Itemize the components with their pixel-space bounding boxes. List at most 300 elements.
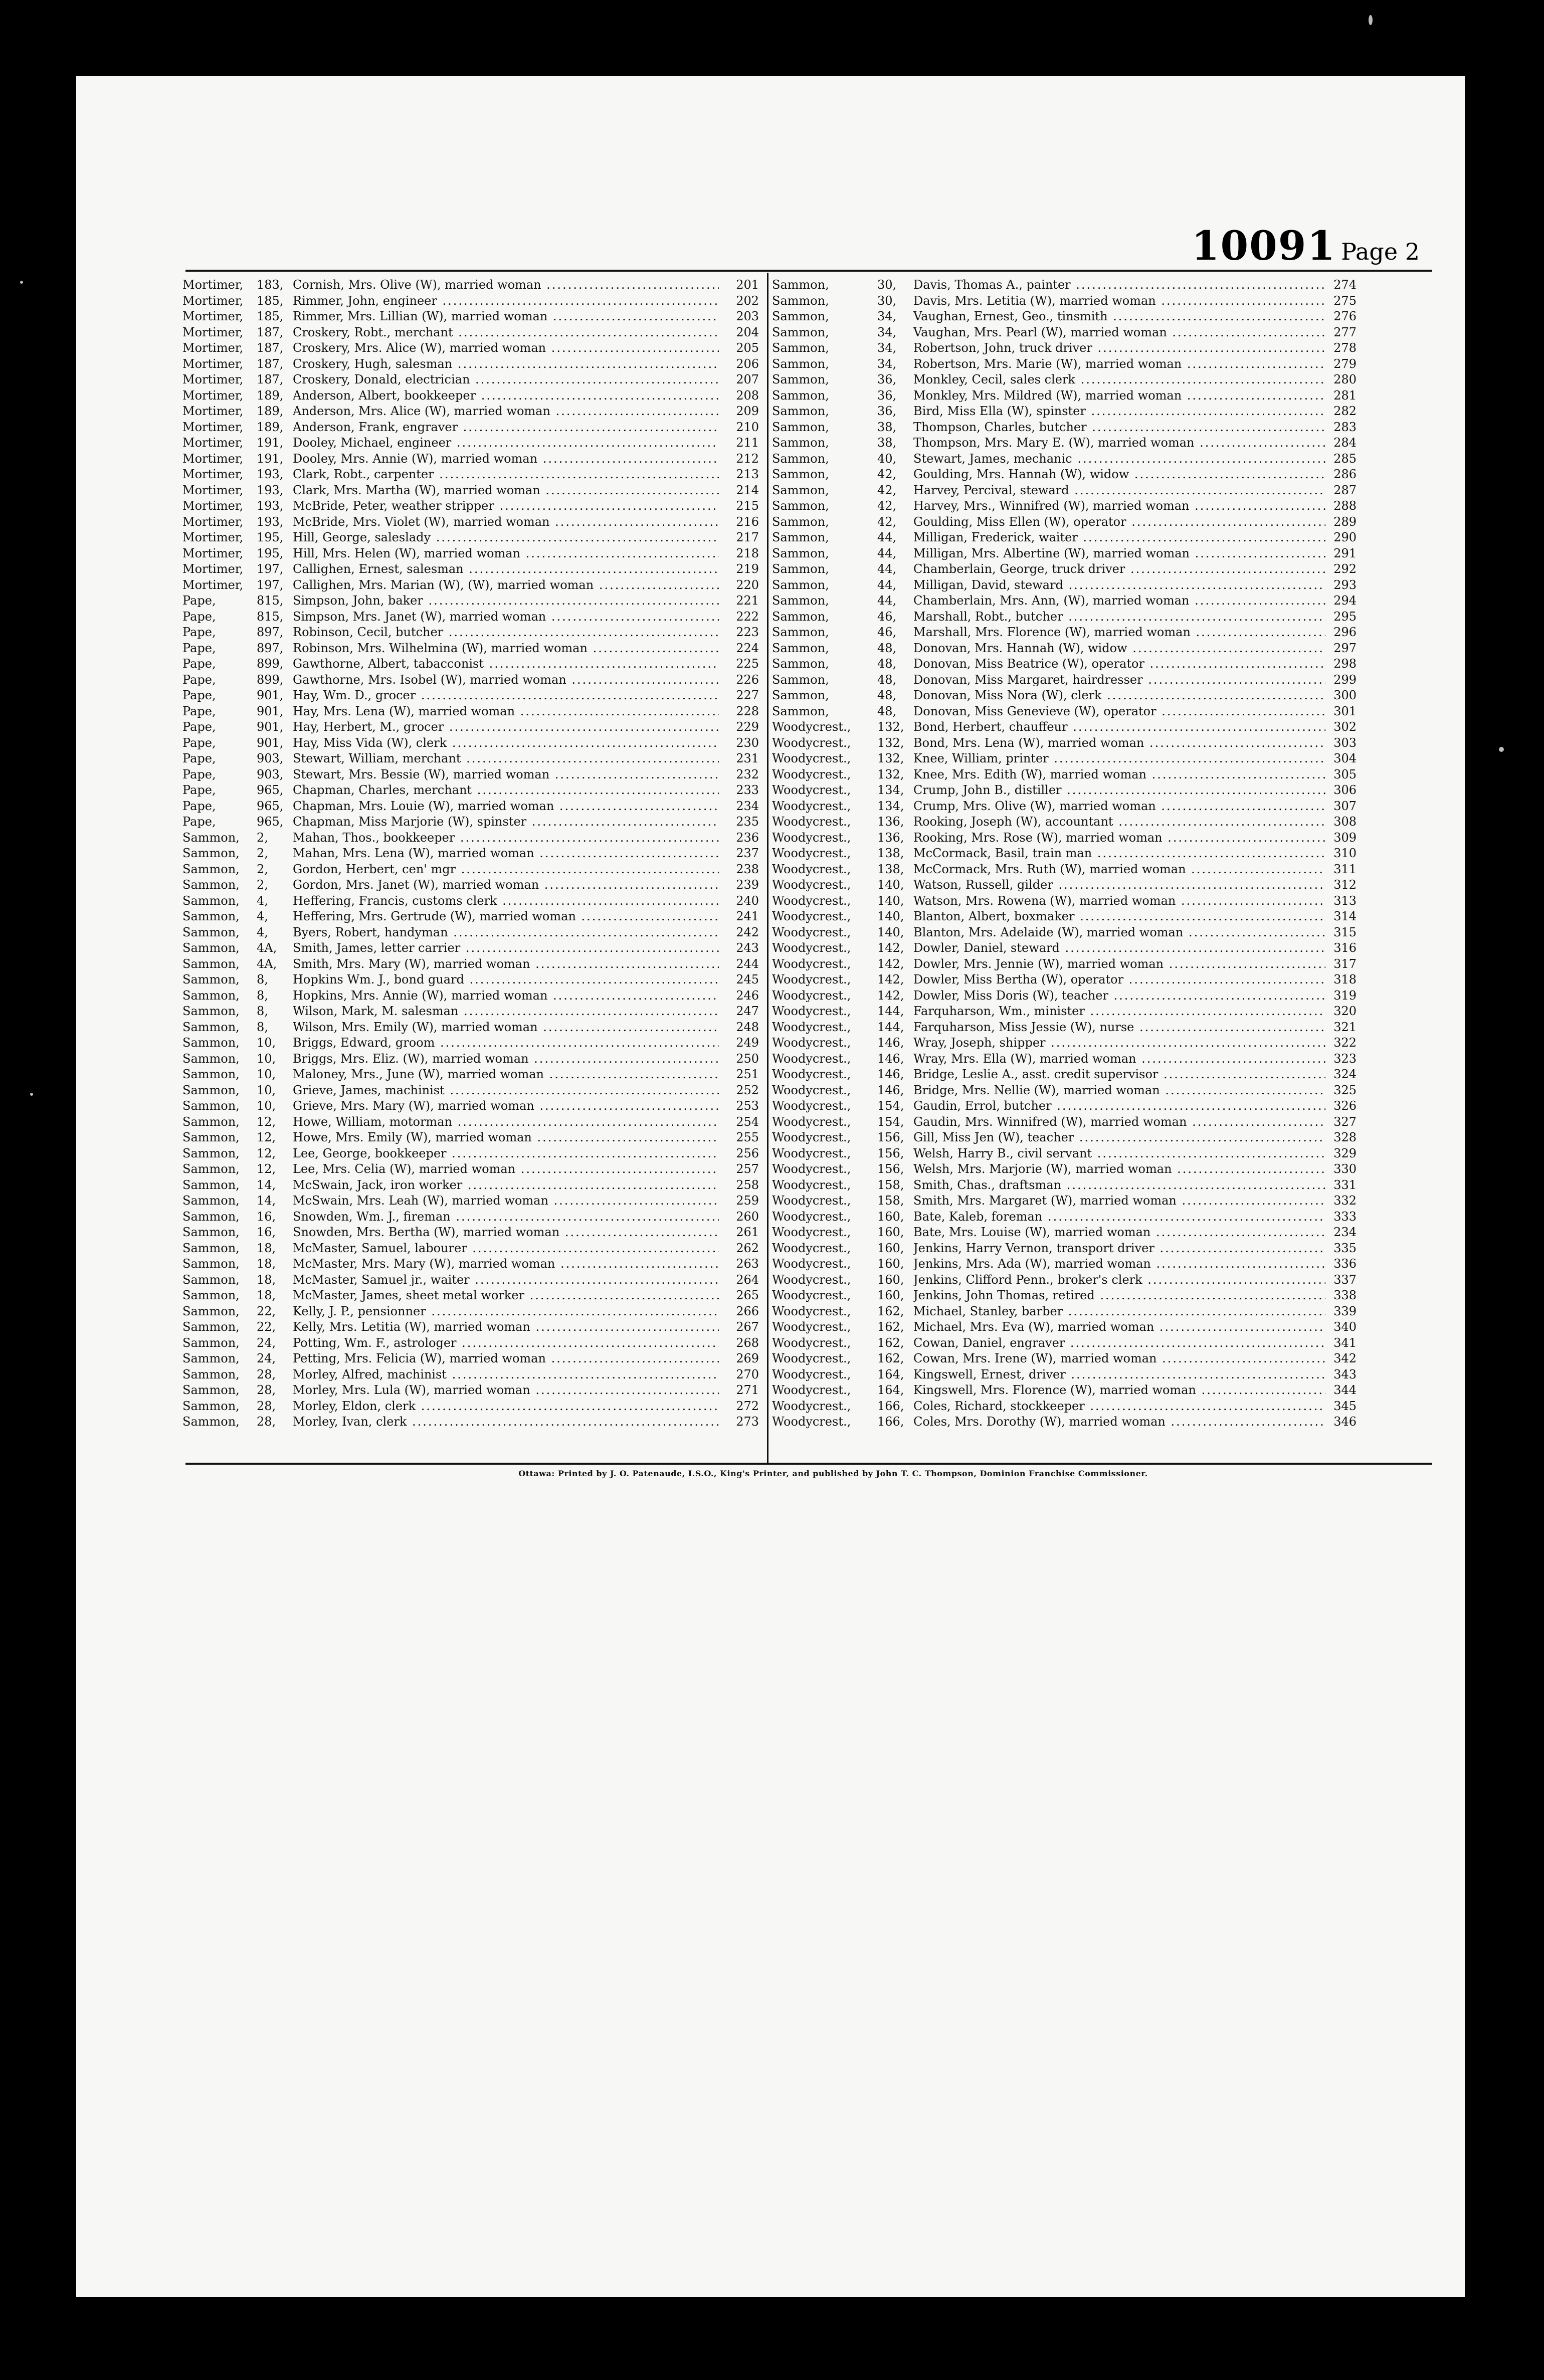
voter-number: 247	[736, 1004, 759, 1018]
house-number: 901,	[257, 704, 284, 718]
voter-entry	[772, 323, 1357, 339]
house-number: 897,	[257, 641, 284, 655]
house-number: 164,	[877, 1367, 904, 1381]
voter-number: 265	[736, 1288, 759, 1302]
house-number: 189,	[257, 404, 284, 418]
street-name: Mortimer,	[182, 483, 244, 497]
voter-name-occupation: McSwain, Jack, iron worker .....	[293, 1178, 719, 1192]
voter-entry	[772, 544, 1357, 560]
street-name: Sammon,	[182, 1099, 240, 1113]
voter-number: 241	[736, 909, 759, 923]
voter-number: 306	[1333, 783, 1357, 797]
voter-entry	[772, 1128, 1357, 1144]
house-number: 28,	[257, 1367, 276, 1381]
street-name: Sammon,	[182, 1083, 240, 1097]
voter-name-occupation: Milligan, Mrs. Albertine (W), married woman .....	[913, 547, 1325, 560]
house-number: 4,	[257, 925, 268, 939]
street-name: Sammon,	[182, 941, 240, 955]
voter-entry	[182, 1208, 759, 1224]
voter-name-occupation: Knee, William, printer .....	[913, 752, 1325, 765]
voter-entry	[182, 829, 759, 845]
voter-number: 205	[736, 341, 759, 355]
voter-name-occupation: Kelly, J. P., pensionner .....	[293, 1305, 719, 1318]
street-name: Sammon,	[772, 625, 829, 639]
voter-name-occupation: Dooley, Mrs. Annie (W), married woman .....	[293, 452, 719, 465]
voter-number: 224	[736, 641, 759, 655]
house-number: 160,	[877, 1241, 904, 1255]
voter-name-occupation: Chamberlain, Mrs. Ann, (W), married woman .....	[913, 594, 1325, 607]
voter-entry	[772, 892, 1357, 908]
voter-number: 337	[1333, 1272, 1357, 1286]
street-name: Sammon,	[772, 420, 829, 434]
house-number: 4,	[257, 893, 268, 907]
voter-number: 326	[1333, 1099, 1357, 1113]
house-number: 38,	[877, 436, 897, 450]
voter-name-occupation: Potting, Wm. F., astrologer .....	[293, 1336, 719, 1349]
house-number: 136,	[877, 815, 904, 829]
voter-number: 240	[736, 893, 759, 907]
street-name: Sammon,	[772, 562, 829, 576]
voter-entry	[182, 307, 759, 323]
voter-number: 237	[736, 846, 759, 860]
house-number: 134,	[877, 799, 904, 813]
voter-entry	[772, 1113, 1357, 1129]
voter-name-occupation: Hill, George, saleslady .....	[293, 531, 719, 544]
voter-number: 230	[736, 735, 759, 749]
voter-name-occupation: Cowan, Daniel, engraver .....	[913, 1336, 1325, 1349]
street-name: Sammon,	[772, 356, 829, 370]
voter-name-occupation: Chapman, Mrs. Louie (W), married woman .....	[293, 800, 719, 813]
voter-name-occupation: Snowden, Mrs. Bertha (W), married woman .....	[293, 1226, 719, 1239]
voter-entry	[182, 276, 759, 292]
voter-entry	[182, 1223, 759, 1239]
voter-number: 203	[736, 309, 759, 323]
voter-name-occupation: Clark, Robt., carpenter .....	[293, 468, 719, 481]
street-name: Woodycrest.,	[772, 862, 851, 876]
voter-number: 245	[736, 972, 759, 986]
voter-name-occupation: Gaudin, Mrs. Winnifred (W), married woman .....	[913, 1115, 1325, 1128]
street-name: Woodycrest.,	[772, 1415, 851, 1429]
voter-number: 201	[736, 278, 759, 292]
voter-number: 227	[736, 688, 759, 702]
street-name: Sammon,	[772, 436, 829, 450]
voter-number: 308	[1333, 815, 1357, 829]
street-name: Pape,	[182, 672, 216, 686]
house-number: 48,	[877, 657, 897, 671]
voter-entry	[182, 1413, 759, 1429]
voter-number: 322	[1333, 1036, 1357, 1050]
voter-name-occupation: Cornish, Mrs. Olive (W), married woman .....	[293, 278, 719, 291]
voter-entry	[772, 655, 1357, 671]
house-number: 140,	[877, 893, 904, 907]
house-number: 2,	[257, 862, 268, 876]
voter-name-occupation: McMaster, Samuel, labourer .....	[293, 1242, 719, 1255]
voter-number: 282	[1333, 404, 1357, 418]
house-number: 193,	[257, 483, 284, 497]
voter-entry	[182, 497, 759, 513]
house-number: 901,	[257, 688, 284, 702]
street-name: Woodycrest.,	[772, 893, 851, 907]
street-name: Sammon,	[182, 1146, 240, 1160]
house-number: 185,	[257, 309, 284, 323]
voter-name-occupation: McCormack, Basil, train man .....	[913, 847, 1325, 860]
voter-number: 276	[1333, 309, 1357, 323]
voter-number: 323	[1333, 1051, 1357, 1065]
house-number: 44,	[877, 562, 897, 576]
house-number: 44,	[877, 546, 897, 560]
voter-entry	[182, 1286, 759, 1302]
street-name: Sammon,	[772, 388, 829, 402]
voter-number: 312	[1333, 878, 1357, 892]
house-number: 162,	[877, 1335, 904, 1349]
voter-entry	[772, 734, 1357, 750]
house-number: 30,	[877, 278, 897, 292]
voter-entry	[182, 323, 759, 339]
voter-number: 330	[1333, 1162, 1357, 1176]
voter-name-occupation: Morley, Eldon, clerk .....	[293, 1400, 719, 1413]
voter-entry	[772, 370, 1357, 386]
house-number: 146,	[877, 1036, 904, 1050]
voter-name-occupation: Morley, Mrs. Lula (W), married woman .....	[293, 1383, 719, 1397]
voter-number: 271	[736, 1383, 759, 1397]
house-number: 815,	[257, 593, 284, 608]
voter-number: 231	[736, 751, 759, 765]
street-name: Mortimer,	[182, 577, 244, 591]
street-name: Sammon,	[182, 1020, 240, 1034]
street-name: Sammon,	[772, 704, 829, 718]
voter-number: 269	[736, 1351, 759, 1365]
street-name: Woodycrest.,	[772, 1320, 851, 1334]
voter-number: 242	[736, 925, 759, 939]
street-name: Sammon,	[772, 688, 829, 702]
street-name: Mortimer,	[182, 372, 244, 386]
voter-name-occupation: Welsh, Harry B., civil servant .....	[913, 1147, 1325, 1160]
voter-name-occupation: Coles, Mrs. Dorothy (W), married woman .....	[913, 1415, 1325, 1428]
voter-entry	[772, 829, 1357, 845]
voter-name-occupation: Robinson, Mrs. Wilhelmina (W), married woman .....	[293, 642, 719, 655]
voter-name-occupation: Hill, Mrs. Helen (W), married woman .....	[293, 547, 719, 560]
voter-name-occupation: Wilson, Mark, M. salesman .....	[293, 1005, 719, 1018]
street-name: Woodycrest.,	[772, 1004, 851, 1018]
voter-name-occupation: Mahan, Thos., bookkeeper .....	[293, 831, 719, 844]
voter-entry	[182, 339, 759, 355]
voter-number: 228	[736, 704, 759, 718]
voter-entry	[772, 1160, 1357, 1176]
street-name: Woodycrest.,	[772, 1036, 851, 1050]
voter-number: 217	[736, 530, 759, 544]
voter-number: 319	[1333, 988, 1357, 1002]
street-name: Sammon,	[182, 878, 240, 892]
voter-entry	[772, 813, 1357, 829]
voter-name-occupation: Chamberlain, George, truck driver .....	[913, 562, 1325, 575]
voter-entry	[182, 1034, 759, 1050]
voter-number: 225	[736, 657, 759, 671]
voter-name-occupation: Grieve, James, machinist .....	[293, 1084, 719, 1097]
voter-entry	[182, 576, 759, 592]
voter-entry	[182, 1113, 759, 1129]
voter-name-occupation: Callighen, Mrs. Marian (W), (W), married woman .....	[293, 578, 719, 591]
voter-number: 256	[736, 1146, 759, 1160]
voter-name-occupation: Michael, Mrs. Eva (W), married woman .....	[913, 1320, 1325, 1333]
voter-entry	[182, 844, 759, 860]
voter-entry	[772, 1413, 1357, 1429]
voter-entry	[772, 1065, 1357, 1081]
left-column	[182, 276, 759, 1429]
street-name: Woodycrest.,	[772, 767, 851, 781]
voter-name-occupation: Coles, Richard, stockkeeper .....	[913, 1400, 1325, 1413]
house-number: 34,	[877, 325, 897, 339]
voter-entry	[772, 1050, 1357, 1066]
voter-entry	[182, 292, 759, 308]
voter-entry	[182, 1065, 759, 1081]
house-number: 162,	[877, 1320, 904, 1334]
house-number: 4A,	[257, 956, 277, 970]
house-number: 44,	[877, 593, 897, 608]
voter-entry	[182, 544, 759, 560]
voter-number: 260	[736, 1209, 759, 1223]
voter-number: 207	[736, 372, 759, 386]
house-number: 187,	[257, 356, 284, 370]
voter-name-occupation: Bridge, Leslie A., asst. credit supervisor .....	[913, 1068, 1325, 1081]
street-name: Woodycrest.,	[772, 720, 851, 734]
house-number: 189,	[257, 388, 284, 402]
voter-name-occupation: McMaster, Mrs. Mary (W), married woman .....	[293, 1257, 719, 1270]
voter-name-occupation: Snowden, Wm. J., fireman .....	[293, 1210, 719, 1223]
voter-entry	[772, 1097, 1357, 1113]
voter-number: 204	[736, 325, 759, 339]
voter-number: 233	[736, 783, 759, 797]
street-name: Woodycrest.,	[772, 1114, 851, 1128]
voter-entry	[182, 876, 759, 892]
house-number: 140,	[877, 878, 904, 892]
voter-number: 297	[1333, 641, 1357, 655]
street-name: Woodycrest.,	[772, 1146, 851, 1160]
house-number: 160,	[877, 1225, 904, 1239]
voter-number: 310	[1333, 846, 1357, 860]
house-number: 4A,	[257, 941, 277, 955]
street-name: Woodycrest.,	[772, 1209, 851, 1223]
house-number: 191,	[257, 436, 284, 450]
voter-entry	[772, 781, 1357, 797]
voter-number: 277	[1333, 325, 1357, 339]
voter-entry	[772, 450, 1357, 466]
voter-entry	[182, 434, 759, 450]
voter-name-occupation: Stewart, Mrs. Bessie (W), married woman .....	[293, 768, 719, 781]
street-name: Pape,	[182, 657, 216, 671]
voter-entry	[772, 1176, 1357, 1192]
street-name: Woodycrest.,	[772, 1020, 851, 1034]
house-number: 162,	[877, 1304, 904, 1318]
voter-name-occupation: Smith, Chas., draftsman .....	[913, 1178, 1325, 1192]
voter-name-occupation: Gawthorne, Mrs. Isobel (W), married woman .....	[293, 673, 719, 686]
voter-entry	[772, 576, 1357, 592]
voter-number: 320	[1333, 1004, 1357, 1018]
voter-name-occupation: Bate, Mrs. Louise (W), married woman .....	[913, 1226, 1325, 1239]
voter-name-occupation: Watson, Mrs. Rowena (W), married woman .....	[913, 894, 1325, 907]
house-number: 16,	[257, 1209, 276, 1223]
house-number: 28,	[257, 1383, 276, 1397]
voter-name-occupation: Briggs, Edward, groom .....	[293, 1036, 719, 1049]
voter-number: 262	[736, 1241, 759, 1255]
voter-number: 219	[736, 562, 759, 576]
house-number: 164,	[877, 1383, 904, 1397]
house-number: 903,	[257, 767, 284, 781]
street-name: Sammon,	[182, 988, 240, 1002]
voter-entry	[772, 355, 1357, 371]
street-name: Mortimer,	[182, 293, 244, 307]
house-number: 42,	[877, 499, 897, 513]
house-number: 2,	[257, 878, 268, 892]
voter-name-occupation: Clark, Mrs. Martha (W), married woman .....	[293, 484, 719, 497]
voter-number: 287	[1333, 483, 1357, 497]
house-number: 140,	[877, 925, 904, 939]
voter-entry	[772, 970, 1357, 986]
street-name: Sammon,	[772, 657, 829, 671]
voter-entry	[772, 1002, 1357, 1018]
voter-name-occupation: Michael, Stanley, barber .....	[913, 1305, 1325, 1318]
house-number: 132,	[877, 720, 904, 734]
voter-entry	[772, 718, 1357, 734]
house-number: 10,	[257, 1099, 276, 1113]
voter-name-occupation: Smith, Mrs. Margaret (W), married woman .....	[913, 1194, 1325, 1207]
voter-number: 216	[736, 514, 759, 528]
street-name: Sammon,	[182, 1114, 240, 1128]
voter-entry	[182, 1018, 759, 1034]
voter-number: 286	[1333, 467, 1357, 481]
voter-entry	[182, 907, 759, 923]
voter-name-occupation: Blanton, Albert, boxmaker .....	[913, 910, 1325, 923]
house-number: 187,	[257, 325, 284, 339]
voter-entry	[772, 749, 1357, 765]
voter-number: 303	[1333, 735, 1357, 749]
house-number: 12,	[257, 1130, 276, 1144]
house-number: 16,	[257, 1225, 276, 1239]
voter-name-occupation: Hay, Mrs. Lena (W), married woman .....	[293, 705, 719, 718]
voter-entry	[182, 1081, 759, 1097]
voter-number: 267	[736, 1320, 759, 1334]
voter-entry	[182, 450, 759, 466]
street-name: Mortimer,	[182, 530, 244, 544]
voter-number: 299	[1333, 672, 1357, 686]
voter-entry	[182, 1160, 759, 1176]
voter-name-occupation: Watson, Russell, gilder .....	[913, 878, 1325, 891]
voter-name-occupation: Wray, Mrs. Ella (W), married woman .....	[913, 1052, 1325, 1065]
voter-entry	[182, 970, 759, 986]
street-name: Pape,	[182, 688, 216, 702]
voter-entry	[772, 339, 1357, 355]
voter-name-occupation: Gaudin, Errol, butcher .....	[913, 1099, 1325, 1112]
voter-name-occupation: Jenkins, Harry Vernon, transport driver .....	[913, 1242, 1325, 1255]
voter-entry	[182, 355, 759, 371]
street-name: Sammon,	[772, 309, 829, 323]
street-name: Pape,	[182, 751, 216, 765]
voter-name-occupation: McCormack, Mrs. Ruth (W), married woman .....	[913, 863, 1325, 876]
voter-entry	[772, 560, 1357, 576]
street-name: Woodycrest.,	[772, 830, 851, 844]
street-name: Sammon,	[182, 1194, 240, 1208]
house-number: 191,	[257, 451, 284, 465]
street-name: Sammon,	[182, 1415, 240, 1429]
voter-number: 246	[736, 988, 759, 1002]
house-number: 160,	[877, 1272, 904, 1286]
voter-number: 266	[736, 1304, 759, 1318]
voter-name-occupation: Lee, Mrs. Celia (W), married woman .....	[293, 1162, 719, 1175]
house-number: 897,	[257, 625, 284, 639]
house-number: 154,	[877, 1114, 904, 1128]
street-name: Woodycrest.,	[772, 972, 851, 986]
street-name: Pape,	[182, 593, 216, 608]
street-name: Sammon,	[182, 1288, 240, 1302]
house-number: 146,	[877, 1067, 904, 1081]
house-number: 132,	[877, 751, 904, 765]
voter-entry	[772, 418, 1357, 434]
voter-entry	[182, 639, 759, 655]
voter-entry	[182, 1239, 759, 1255]
street-name: Sammon,	[182, 1177, 240, 1192]
street-name: Pape,	[182, 783, 216, 797]
house-number: 10,	[257, 1067, 276, 1081]
voter-number: 278	[1333, 341, 1357, 355]
voter-name-occupation: Bond, Mrs. Lena (W), married woman .....	[913, 736, 1325, 749]
street-name: Pape,	[182, 720, 216, 734]
street-name: Woodycrest.,	[772, 925, 851, 939]
voter-number: 213	[736, 467, 759, 481]
right-column	[772, 276, 1357, 1429]
voter-entry	[182, 702, 759, 718]
voter-name-occupation: Dowler, Mrs. Jennie (W), married woman .....	[913, 957, 1325, 970]
voter-number: 292	[1333, 562, 1357, 576]
voter-number: 339	[1333, 1304, 1357, 1318]
street-name: Sammon,	[182, 830, 240, 844]
house-number: 8,	[257, 1020, 268, 1034]
voter-entry	[182, 560, 759, 576]
voter-entry	[772, 1255, 1357, 1271]
street-name: Woodycrest.,	[772, 956, 851, 970]
voter-entry	[182, 939, 759, 955]
voter-name-occupation: Hay, Miss Vida (W), clerk .....	[293, 736, 719, 749]
house-number: 146,	[877, 1083, 904, 1097]
house-number: 142,	[877, 941, 904, 955]
voter-name-occupation: Davis, Mrs. Letitia (W), married woman .....	[913, 294, 1325, 307]
house-number: 815,	[257, 609, 284, 623]
voter-number: 208	[736, 388, 759, 402]
street-name: Woodycrest.,	[772, 1225, 851, 1239]
street-name: Sammon,	[182, 1004, 240, 1018]
document-number: 10091	[1191, 222, 1336, 269]
street-name: Woodycrest.,	[772, 783, 851, 797]
street-name: Mortimer,	[182, 325, 244, 339]
voter-number: 274	[1333, 278, 1357, 292]
voter-number: 345	[1333, 1399, 1357, 1413]
voter-name-occupation: Hopkins, Mrs. Annie (W), married woman .....	[293, 989, 719, 1002]
house-number: 134,	[877, 783, 904, 797]
voter-number: 234	[1333, 1225, 1357, 1239]
house-number: 24,	[257, 1351, 276, 1365]
voter-name-occupation: Howe, William, motorman .....	[293, 1115, 719, 1128]
voter-entry	[772, 623, 1357, 639]
voter-number: 338	[1333, 1288, 1357, 1302]
street-name: Woodycrest.,	[772, 1288, 851, 1302]
voter-entry	[182, 734, 759, 750]
voter-entry	[772, 1349, 1357, 1365]
voter-name-occupation: Callighen, Ernest, salesman .....	[293, 562, 719, 575]
street-name: Woodycrest.,	[772, 1241, 851, 1255]
voter-name-occupation: Welsh, Mrs. Marjorie (W), married woman .....	[913, 1162, 1325, 1175]
voter-name-occupation: Donovan, Miss Margaret, hairdresser .....	[913, 673, 1325, 686]
street-name: Sammon,	[182, 862, 240, 876]
house-number: 142,	[877, 972, 904, 986]
voter-number: 212	[736, 451, 759, 465]
